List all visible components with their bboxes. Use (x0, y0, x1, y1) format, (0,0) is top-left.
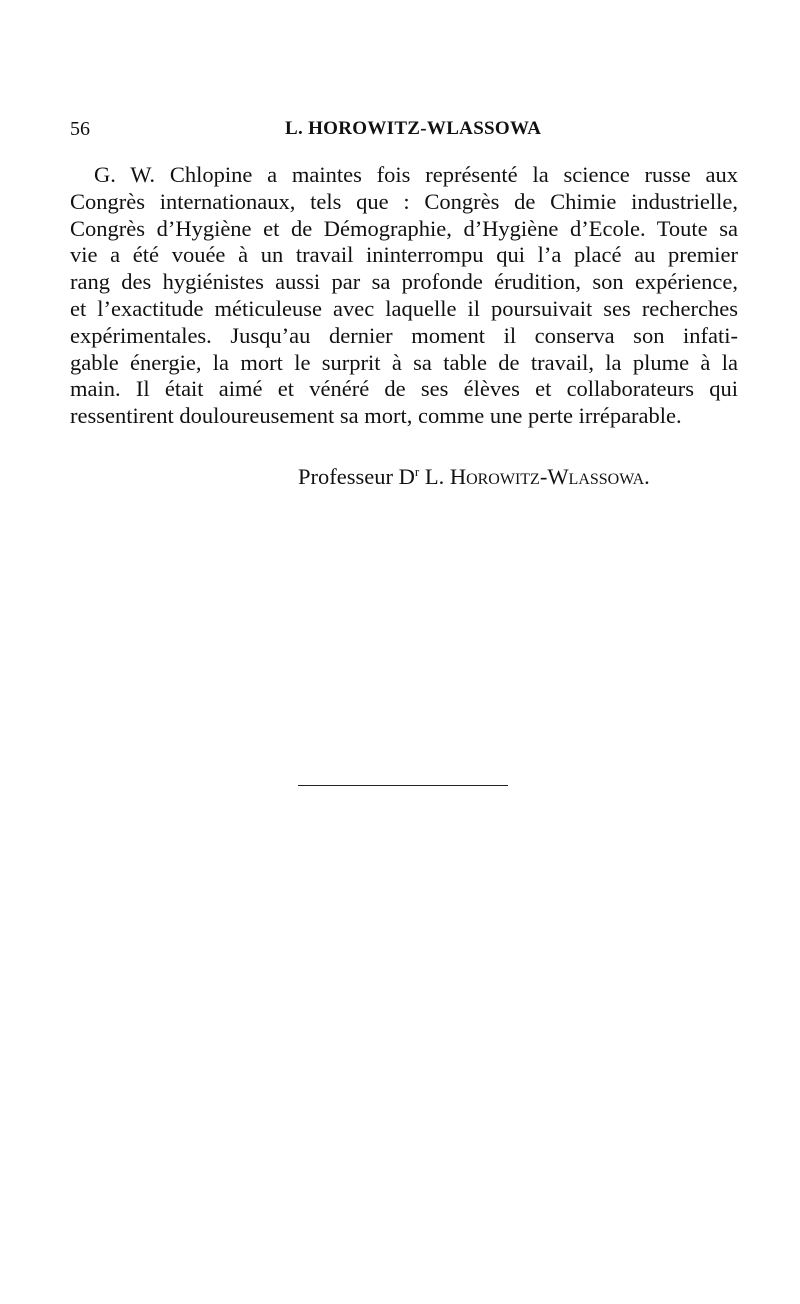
paragraph-line: main. Il était aimé et vénéré de ses élèves et collaborateurs qui (70, 376, 738, 402)
paragraph-line: Congrès internationaux, tels que : Congrès de Chimie industrielle, (70, 188, 738, 214)
signature-superscript: r (414, 464, 420, 479)
section-end-rule (298, 785, 508, 786)
paragraph-line: G. W. Chlopine a maintes fois représenté la science russe aux (94, 162, 738, 187)
paragraph-line: ressentirent douloureusement sa mort, comme une perte irréparable. (70, 403, 682, 429)
author-signature (298, 464, 650, 490)
page-number: 56 (70, 118, 90, 140)
paragraph-line: expérimentales. Jusqu’au dernier moment il conserva son infati- (70, 322, 738, 348)
paragraph-line: et l’exactitude méticuleuse avec laquelle il poursuivait ses recherches (70, 295, 738, 321)
body-paragraph (70, 162, 738, 430)
running-head (70, 118, 738, 142)
paragraph-line: rang des hygiénistes aussi par sa profonde érudition, son expérience, (70, 269, 738, 295)
paragraph-line: gable énergie, la mort le surprit à sa table de travail, la plume à la (70, 349, 738, 375)
signature-prefix: Professeur D (298, 464, 415, 489)
signature-name: L. Horowitz-Wlassowa. (424, 464, 650, 489)
paragraph-line: Congrès d’Hygiène et de Démographie, d’Hygiène d’Ecole. Toute sa (70, 215, 738, 241)
running-title: L. HOROWITZ-WLASSOWA (285, 118, 542, 139)
paragraph-line: vie a été vouée à un travail ininterrompu qui l’a placé au premier (70, 242, 738, 268)
